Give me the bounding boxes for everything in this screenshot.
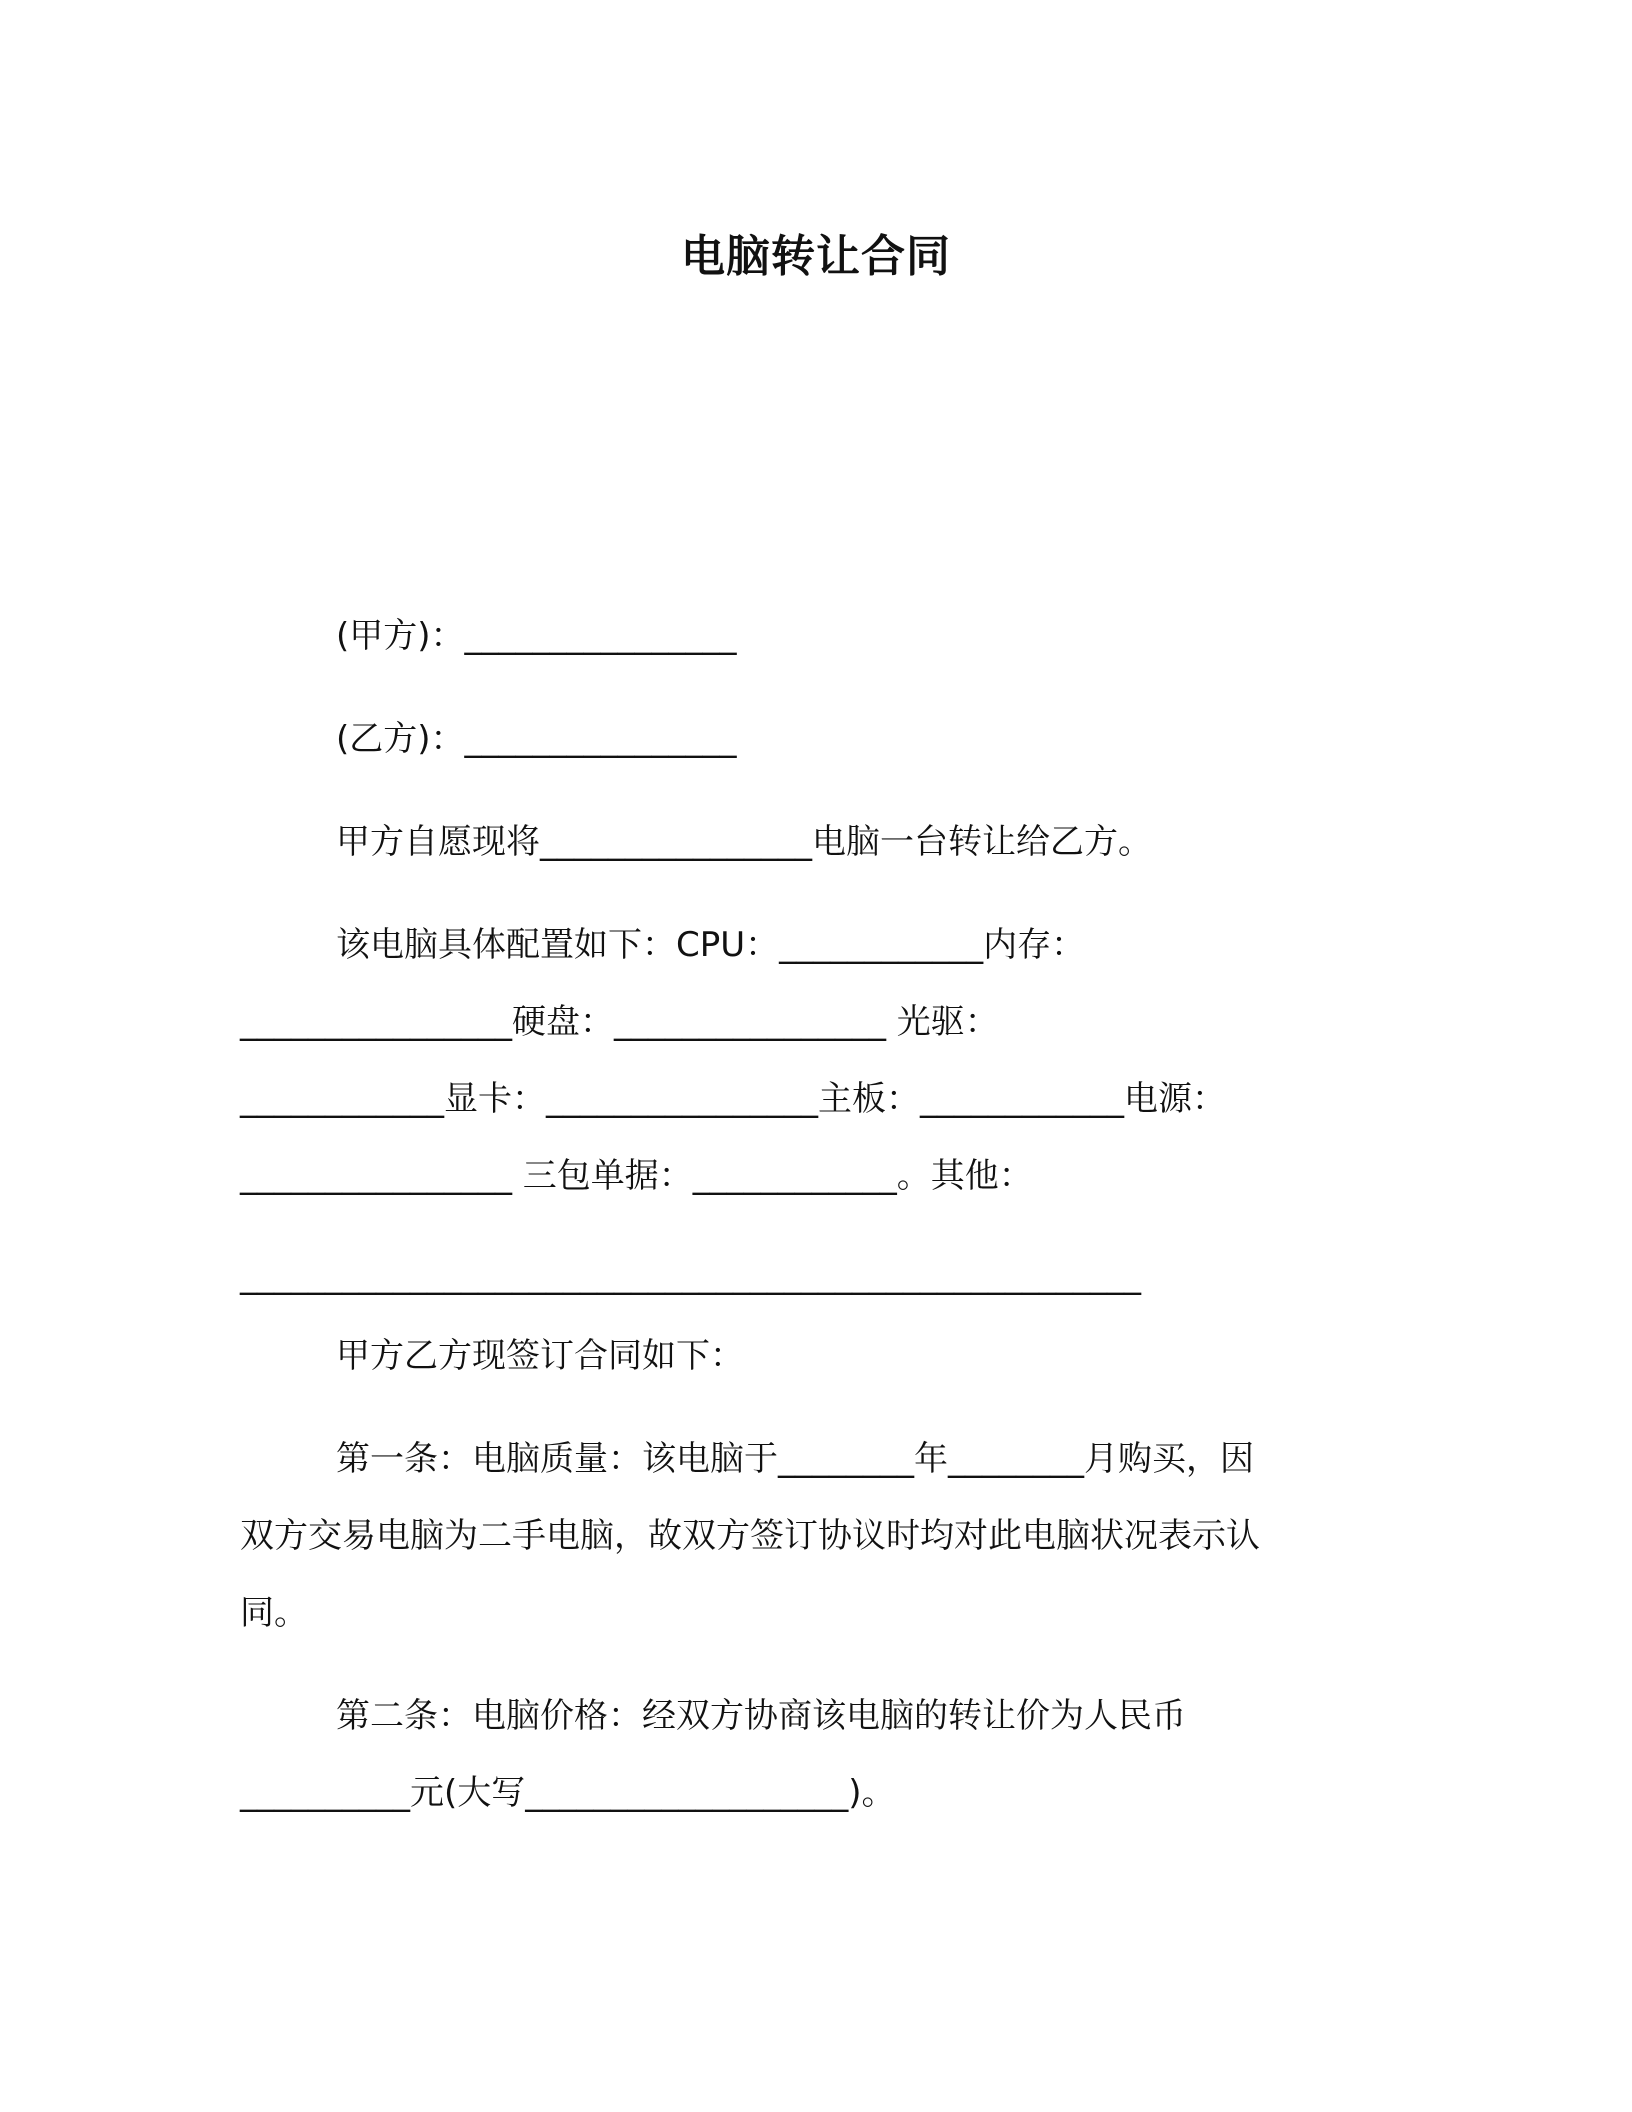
article-2-line-1: 第二条：电脑价格：经双方协商该电脑的转让价为人民币 (336, 1696, 1186, 1736)
article-1-line-3: 同。 (240, 1593, 308, 1633)
transfer-statement: 甲方自愿现将________________电脑一台转让给乙方。 (336, 822, 1152, 862)
config-line-3: ____________显卡：________________主板：____________电源： (240, 1079, 1226, 1119)
contract-intro: 甲方乙方现签订合同如下： (336, 1336, 744, 1376)
party-b-line: (乙方)：________________ (336, 719, 737, 759)
config-line-1: 该电脑具体配置如下：CPU：____________内存： (336, 925, 1086, 965)
config-line-4: ________________ 三包单据：____________。其他： (240, 1156, 1033, 1196)
other-blank-line: _____________________________________________________ (240, 1256, 1141, 1296)
config-line-2: ________________硬盘：________________ 光驱： (240, 1002, 999, 1042)
article-2-line-2: __________元(大写___________________)。 (240, 1773, 896, 1813)
article-1-line-1: 第一条：电脑质量：该电脑于________年________月购买，因 (336, 1439, 1254, 1479)
document-title: 电脑转让合同 (681, 231, 951, 282)
article-1-line-2: 双方交易电脑为二手电脑，故双方签订协议时均对此电脑状况表示认 (240, 1516, 1260, 1556)
party-a-line: (甲方)：________________ (336, 616, 737, 656)
